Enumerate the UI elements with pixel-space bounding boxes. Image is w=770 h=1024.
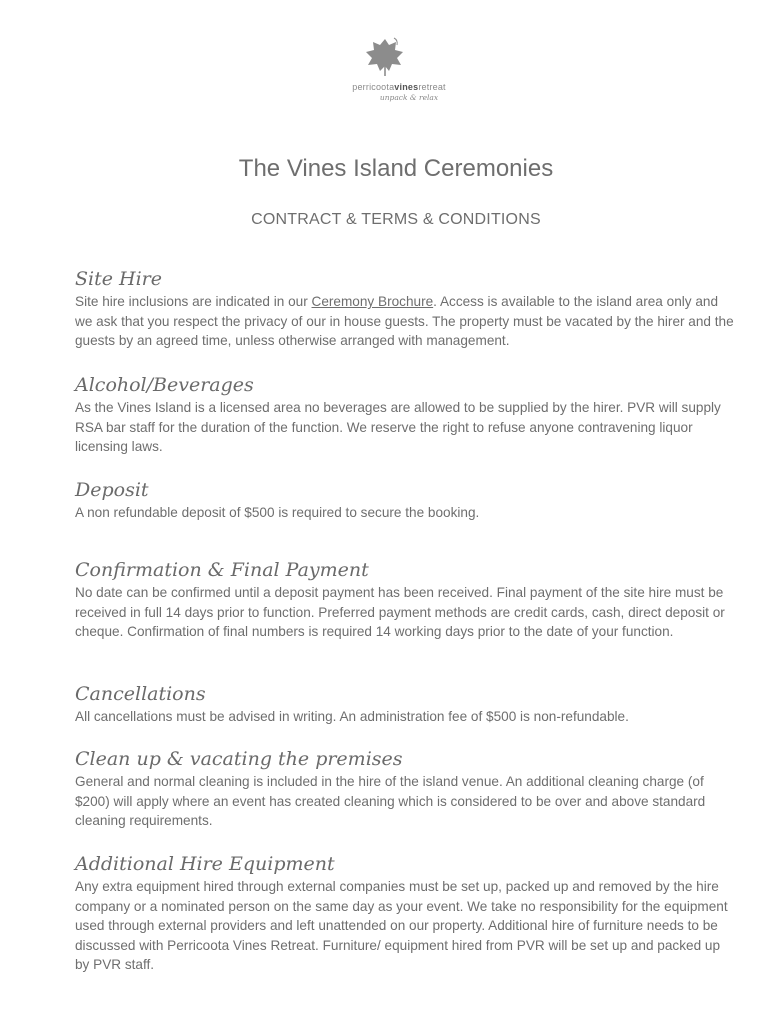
grape-leaf-icon bbox=[363, 34, 407, 78]
page-subtitle: CONTRACT & TERMS & CONDITIONS bbox=[251, 211, 541, 228]
section-cleanup bbox=[75, 746, 735, 831]
section-heading: Confirmation & Final Payment bbox=[75, 559, 369, 581]
section-body: No date can be confirmed until a deposit payment has been received. Final payment of the site hire must be received in full 14 days prior to function. Preferred payment methods are credit cards, cash, direct deposit or cheque. Confirmation of final numbers is required 14 working days prior to the date of your function. bbox=[75, 585, 725, 640]
section-heading: Additional Hire Equipment bbox=[75, 853, 335, 875]
ceremony-brochure-link[interactable]: Ceremony Brochure bbox=[311, 294, 434, 309]
section-alcohol bbox=[75, 372, 735, 457]
section-body: All cancellations must be advised in writing. An administration fee of $500 is non-refundable. bbox=[75, 709, 629, 724]
section-body: A non refundable deposit of $500 is required to secure the booking. bbox=[75, 505, 480, 520]
logo bbox=[0, 34, 770, 102]
section-equipment bbox=[75, 851, 735, 975]
section-deposit bbox=[75, 477, 735, 523]
section-body: Any extra equipment hired through external companies must be set up, packed up and removed by the hire company or a nominated person on the same day as your event. We take no responsibility for the equipment used through external providers and left unattended on our property. Additional hire of furniture needs to be discussed with Perricoota Vines Retreat. Furniture/ equipment hired from PVR will be set up and packed up by PVR staff. bbox=[75, 879, 728, 973]
section-heading: Site Hire bbox=[75, 268, 162, 290]
section-site-hire bbox=[75, 266, 735, 351]
section-heading: Clean up & vacating the premises bbox=[75, 748, 403, 770]
tagline: unpack & relax bbox=[379, 93, 439, 102]
section-cancellations bbox=[75, 681, 735, 727]
section-body: General and normal cleaning is included in the hire of the island venue. An additional cleaning charge (of $200) will apply where an event has created cleaning which is considered to be over and above standard cleaning requirements. bbox=[75, 774, 706, 829]
section-heading: Cancellations bbox=[75, 683, 206, 705]
section-confirmation bbox=[75, 557, 735, 642]
section-body: As the Vines Island is a licensed area no beverages are allowed to be supplied by the hirer. PVR will supply RSA bar staff for the duration of the function. We reserve the right to refuse anyone contravening liquor licensing laws. bbox=[75, 400, 721, 455]
section-heading: Deposit bbox=[75, 479, 149, 501]
section-body: Site hire inclusions are indicated in our Ceremony Brochure. Access is available to the island area only and we ask that you respect the privacy of our in house guests. The property must be vacated by the hirer and the guests by an agreed time, unless otherwise arranged with management. bbox=[75, 294, 734, 349]
brand-name: perricootavinesretreat bbox=[352, 82, 446, 92]
page-title: The Vines Island Ceremonies bbox=[238, 155, 554, 182]
section-heading: Alcohol/Beverages bbox=[75, 374, 254, 396]
